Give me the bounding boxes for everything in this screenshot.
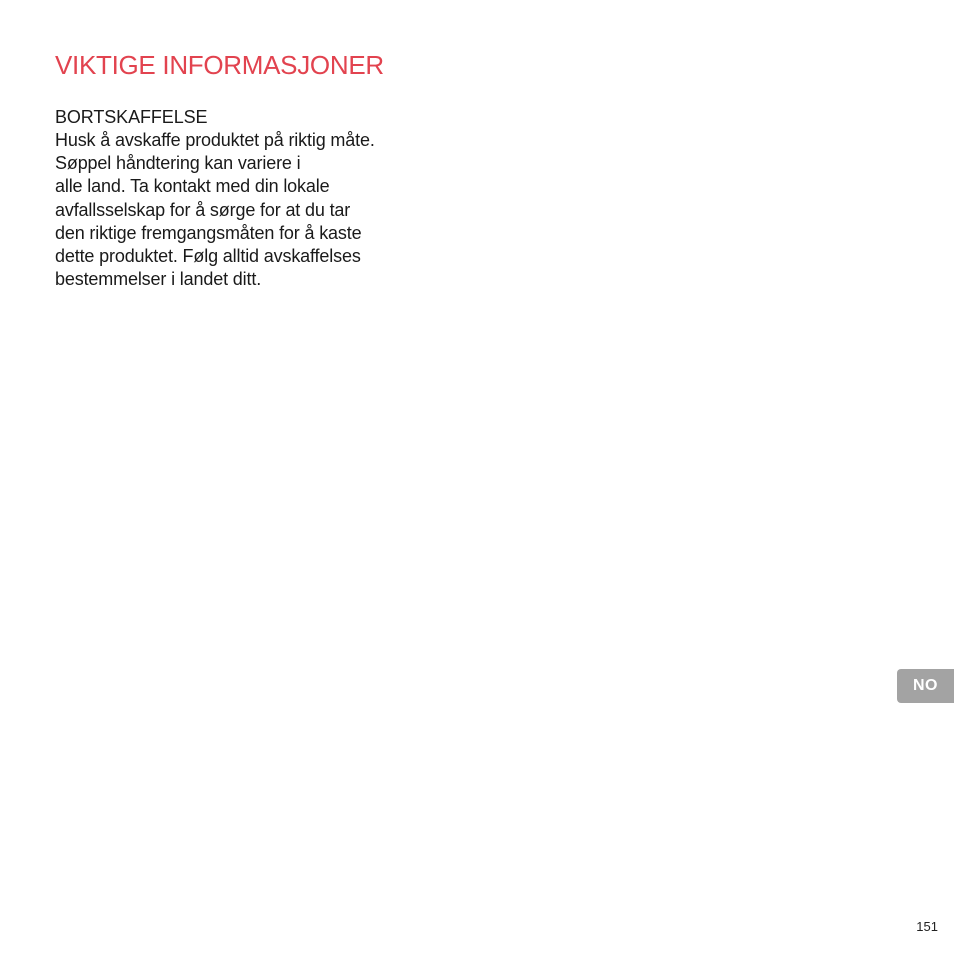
body-line: Søppel håndtering kan variere i [55, 153, 301, 174]
body-line: bestemmelser i landet ditt. [55, 269, 262, 290]
body-line: Husk å avskaffe produktet på riktig måte. [55, 130, 375, 150]
body-line: alle land. Ta kontakt med din lokale [55, 176, 330, 197]
body-line: avfallsselskap for å sørge for at du tar [55, 199, 351, 220]
body-line: dette produktet. Følg alltid avskaffelses [55, 246, 361, 267]
language-tab: NO [897, 669, 954, 703]
section-heading: BORTSKAFFELSE [55, 107, 208, 127]
section-body [55, 129, 435, 291]
page-number: 151 [916, 919, 938, 934]
body-line: den riktige fremgangsmåten for å kaste [55, 222, 362, 243]
disposal-section [55, 105, 435, 291]
page-title: VIKTIGE INFORMASJONER [55, 50, 384, 80]
